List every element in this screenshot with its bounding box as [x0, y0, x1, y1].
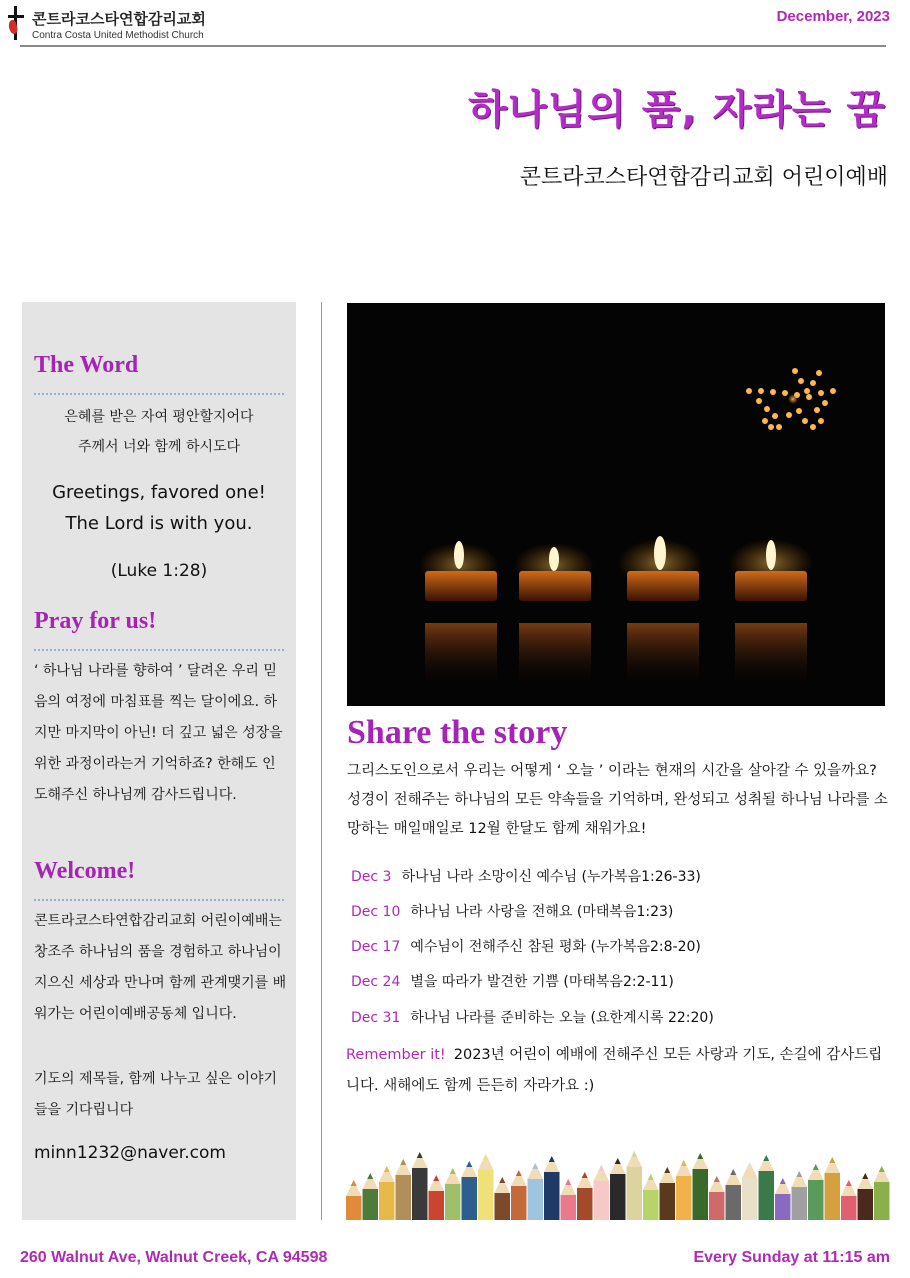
- pray-divider: [34, 649, 284, 651]
- schedule-date: Dec 3: [351, 869, 392, 885]
- star-lights-icon: [746, 368, 836, 430]
- pray-text: ‘ 하나님 나라를 향하여 ’ 달려온 우리 믿음의 여정에 마침표를 찍는 달이에요. 하지만 마지막이 아닌! 더 깊고 넓은 성장을 위한 과정이라는거 기억하죠? 한해도 인도해주신 하나님께 감사드립니다.: [34, 663, 283, 803]
- pencil: [379, 1166, 395, 1220]
- schedule-item: [351, 971, 891, 991]
- candles-photo: [347, 303, 885, 706]
- pencil: [627, 1151, 643, 1220]
- remember-block: [346, 1040, 890, 1102]
- cross-flame-icon: [8, 6, 22, 40]
- schedule-date: Dec 24: [351, 974, 401, 990]
- pencil: [346, 1180, 362, 1220]
- pencil: [825, 1157, 841, 1220]
- pray-heading: Pray for us!: [34, 608, 157, 634]
- pencil: [594, 1165, 610, 1220]
- column-divider: [321, 302, 322, 1220]
- pencil: [693, 1153, 709, 1220]
- schedule-date: Dec 17: [351, 939, 401, 955]
- welcome-divider: [34, 899, 284, 901]
- schedule-desc: 하나님 나라를 준비하는 오늘 (요한계시록 22:20): [410, 1010, 714, 1026]
- word-heading: The Word: [34, 352, 139, 378]
- pencil: [858, 1173, 874, 1220]
- pencil: [726, 1169, 742, 1220]
- contact-email[interactable]: minn1232@naver.com: [34, 1143, 226, 1163]
- pencil: [561, 1179, 577, 1220]
- church-logo: [4, 4, 244, 44]
- story-text: 그리스도인으로서 우리는 어떻게 ‘ 오늘 ’ 이라는 현재의 시간을 살아갈 수 있을까요? 성경이 전해주는 하나님의 모든 약속들을 기억하며, 완성되고 성취될 하나님 나라를 소망하는 매일매일로 12월 한달도 함께 채워가요!: [347, 763, 888, 837]
- pencil: [660, 1167, 676, 1220]
- pencil: [676, 1160, 692, 1220]
- remember-label: Remember it!: [346, 1047, 446, 1063]
- schedule-desc: 예수님이 전해주신 참된 평화 (누가복음2:8-20): [410, 939, 701, 955]
- pencil: [511, 1170, 527, 1220]
- verse-en-line-1: Greetings, favored one!: [52, 482, 266, 503]
- pencil: [429, 1175, 445, 1220]
- church-name-en: Contra Costa United Methodist Church: [32, 30, 204, 41]
- pencil: [478, 1154, 494, 1220]
- pencil: [808, 1164, 824, 1220]
- pencil: [792, 1171, 808, 1220]
- word-divider: [34, 393, 284, 395]
- pencil: [577, 1172, 593, 1220]
- page-title: 하나님의 품, 자라는 꿈: [468, 87, 886, 133]
- pencil: [495, 1177, 511, 1220]
- pencil: [874, 1166, 890, 1220]
- sidebar: [22, 302, 296, 1220]
- pencil: [759, 1155, 775, 1220]
- candle-1: [419, 541, 499, 683]
- schedule-desc: 하나님 나라 사랑을 전해요 (마태복음1:23): [410, 904, 674, 920]
- pencil: [528, 1163, 544, 1220]
- pencil: [363, 1173, 379, 1220]
- pencil: [610, 1158, 626, 1220]
- schedule-date: Dec 10: [351, 904, 401, 920]
- pencil: [445, 1168, 461, 1220]
- candle-3: [618, 536, 702, 683]
- welcome-heading: Welcome!: [34, 858, 136, 884]
- remember-text: 2023년 어린이 예배에 전해주신 모든 사랑과 기도, 손길에 감사드립니다. 새해에도 함께 든든히 자라가요 :): [346, 1047, 883, 1094]
- candle-2: [514, 543, 594, 683]
- pencil: [709, 1176, 725, 1220]
- footer-address: 260 Walnut Ave, Walnut Creek, CA 94598: [20, 1249, 328, 1266]
- schedule-date: Dec 31: [351, 1010, 401, 1026]
- verse-ko-line-2: 주께서 너와 함께 하시도다: [77, 439, 241, 455]
- candle-4: [729, 539, 813, 683]
- pencil: [643, 1174, 659, 1220]
- schedule-item: [351, 1007, 891, 1027]
- verse-en-line-2: The Lord is with you.: [65, 513, 253, 534]
- invite-text: 기도의 제목들, 함께 나누고 싶은 이야기들을 기다립니다: [34, 1071, 278, 1118]
- verse-ko-line-1: 은혜를 받은 자여 평안할지어다: [64, 409, 254, 425]
- pencil: [742, 1162, 758, 1220]
- pencil: [462, 1161, 478, 1220]
- footer-time: Every Sunday at 11:15 am: [693, 1249, 890, 1266]
- church-name-ko: 콘트라코스타연합감리교회: [32, 10, 206, 28]
- welcome-text: 콘트라코스타연합감리교회 어린이예배는 창조주 하나님의 품을 경험하고 하나님이 지으신 세상과 만나며 함께 관계맺기를 배워가는 어린이예배공동체 입니다.: [34, 913, 287, 1022]
- story-heading: Share the story: [347, 714, 568, 751]
- verse-reference: (Luke 1:28): [110, 561, 208, 581]
- pencil: [396, 1159, 412, 1220]
- pencil: [775, 1178, 791, 1220]
- colored-pencils-illustration: [344, 1132, 892, 1220]
- schedule-item: [351, 936, 891, 956]
- pencil: [841, 1180, 857, 1220]
- issue-date: December, 2023: [776, 8, 890, 25]
- schedule-item: [351, 866, 891, 886]
- header-divider: [20, 45, 886, 47]
- pencil: [412, 1152, 428, 1220]
- schedule-desc: 하나님 나라 소망이신 예수님 (누가복음1:26-33): [401, 869, 701, 885]
- pencil: [544, 1156, 560, 1220]
- page-subtitle: 콘트라코스타연합감리교회 어린이예배: [519, 165, 888, 190]
- schedule-desc: 별을 따라가 발견한 기쁨 (마태복음2:2-11): [410, 974, 674, 990]
- schedule-item: [351, 901, 891, 921]
